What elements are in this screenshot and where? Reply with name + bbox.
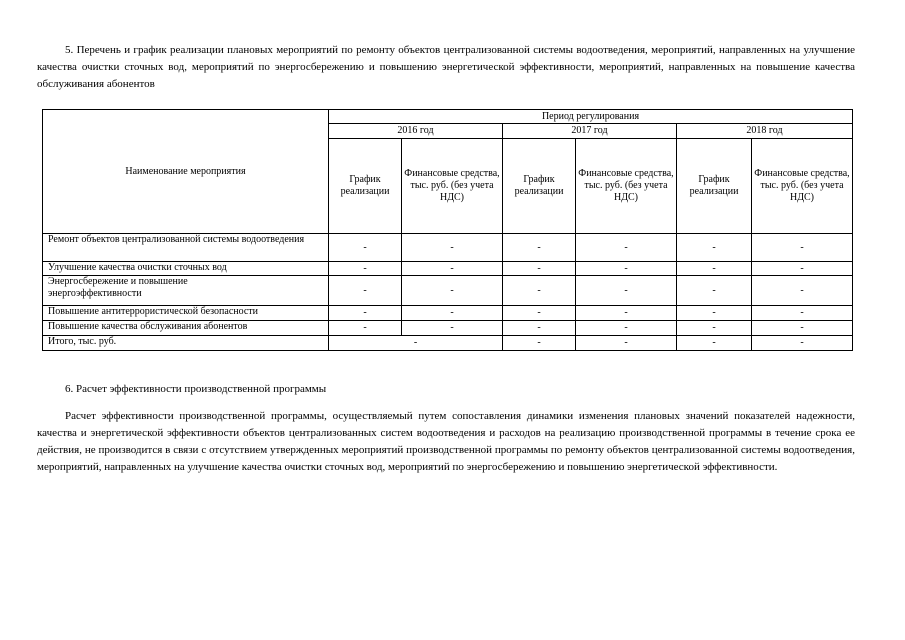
row-name-text: Энергосбережение и повышение энергоэффективности bbox=[48, 276, 188, 299]
table-cell: - bbox=[752, 276, 853, 306]
table-cell: - bbox=[402, 321, 503, 336]
year-2018-header: 2018 год bbox=[677, 124, 853, 139]
row-name: Повышение качества обслуживания абонентов bbox=[43, 321, 329, 336]
table-cell: - bbox=[677, 262, 752, 276]
name-header: Наименование мероприятия bbox=[43, 110, 329, 234]
table-cell: - bbox=[752, 336, 853, 351]
finance-header: Финансовые средства, тыс. руб. (без учета НДС) bbox=[402, 139, 503, 234]
table-cell: - bbox=[576, 306, 677, 321]
table-row bbox=[43, 276, 853, 306]
row-name: Ремонт объектов централизованной системы водоотведения bbox=[43, 234, 329, 262]
section-5-paragraph: 5. Перечень и график реализации плановых мероприятий по ремонту объектов централизованной системы водоотведения, мероприятий, направленных на улучшение качества очистки сточных вод, мероприятий по энергосбережению и повышению энергетической эффективности, мероприятий, направленных на повышение качества обслуживания абонентов bbox=[37, 44, 855, 90]
row-name: Улучшение качества очистки сточных вод bbox=[43, 262, 329, 276]
table-cell: - bbox=[503, 262, 576, 276]
table-row bbox=[43, 306, 853, 321]
table-row bbox=[43, 321, 853, 336]
row-name bbox=[43, 276, 329, 306]
year-2016-header: 2016 год bbox=[329, 124, 503, 139]
table-cell: - bbox=[402, 276, 503, 306]
table-cell: - bbox=[677, 336, 752, 351]
period-header: Период регулирования bbox=[329, 110, 853, 124]
finance-header: Финансовые средства, тыс. руб. (без учета НДС) bbox=[576, 139, 677, 234]
table-cell: - bbox=[503, 306, 576, 321]
table-cell: - bbox=[329, 234, 402, 262]
table-cell: - bbox=[677, 306, 752, 321]
table-cell: - bbox=[752, 321, 853, 336]
table-cell: - bbox=[402, 306, 503, 321]
measures-table bbox=[42, 109, 853, 351]
table-cell: - bbox=[329, 306, 402, 321]
table-cell: - bbox=[329, 321, 402, 336]
table-cell: - bbox=[752, 306, 853, 321]
table-cell: - bbox=[329, 262, 402, 276]
table-cell: - bbox=[503, 276, 576, 306]
table-cell: - bbox=[677, 234, 752, 262]
table-cell: - bbox=[402, 262, 503, 276]
table-cell: - bbox=[503, 234, 576, 262]
table-cell: - bbox=[329, 276, 402, 306]
schedule-header: График реализации bbox=[677, 139, 752, 234]
section-6-heading: 6. Расчет эффективности производственной программы bbox=[65, 383, 327, 395]
table-cell: - bbox=[576, 321, 677, 336]
table-cell: - bbox=[576, 234, 677, 262]
table-cell: - bbox=[752, 234, 853, 262]
table-cell: - bbox=[576, 276, 677, 306]
year-2017-header: 2017 год bbox=[503, 124, 677, 139]
table-cell: - bbox=[752, 262, 853, 276]
table-total-row bbox=[43, 336, 853, 351]
table-cell: - bbox=[576, 262, 677, 276]
total-label: Итого, тыс. руб. bbox=[43, 336, 329, 351]
finance-header: Финансовые средства, тыс. руб. (без учета НДС) bbox=[752, 139, 853, 234]
table-cell: - bbox=[677, 276, 752, 306]
table-cell: - bbox=[329, 336, 503, 351]
schedule-header: График реализации bbox=[503, 139, 576, 234]
schedule-header: График реализации bbox=[329, 139, 402, 234]
table-cell: - bbox=[503, 321, 576, 336]
table-row bbox=[43, 262, 853, 276]
table-cell: - bbox=[503, 336, 576, 351]
section-6-paragraph: Расчет эффективности производственной программы, осуществляемый путем сопоставления динамики изменения плановых значений показателей надежности, качества и энергетической эффективности объектов централизованных систем водоотведения и расходов на реализацию производственной программы в течение срока ее действия, не производится в связи с отсутствием утвержденных мероприятий производственной программы по ремонту объектов централизованной системы водоотведения, мероприятий, направленных на улучшение качества очистки сточных вод, мероприятий по энергосбережению и повышению энергетической эффективности. bbox=[37, 410, 855, 473]
row-name: Повышение антитеррористической безопасности bbox=[43, 306, 329, 321]
table-row bbox=[43, 234, 853, 262]
table-cell: - bbox=[576, 336, 677, 351]
table-cell: - bbox=[402, 234, 503, 262]
table-cell: - bbox=[677, 321, 752, 336]
